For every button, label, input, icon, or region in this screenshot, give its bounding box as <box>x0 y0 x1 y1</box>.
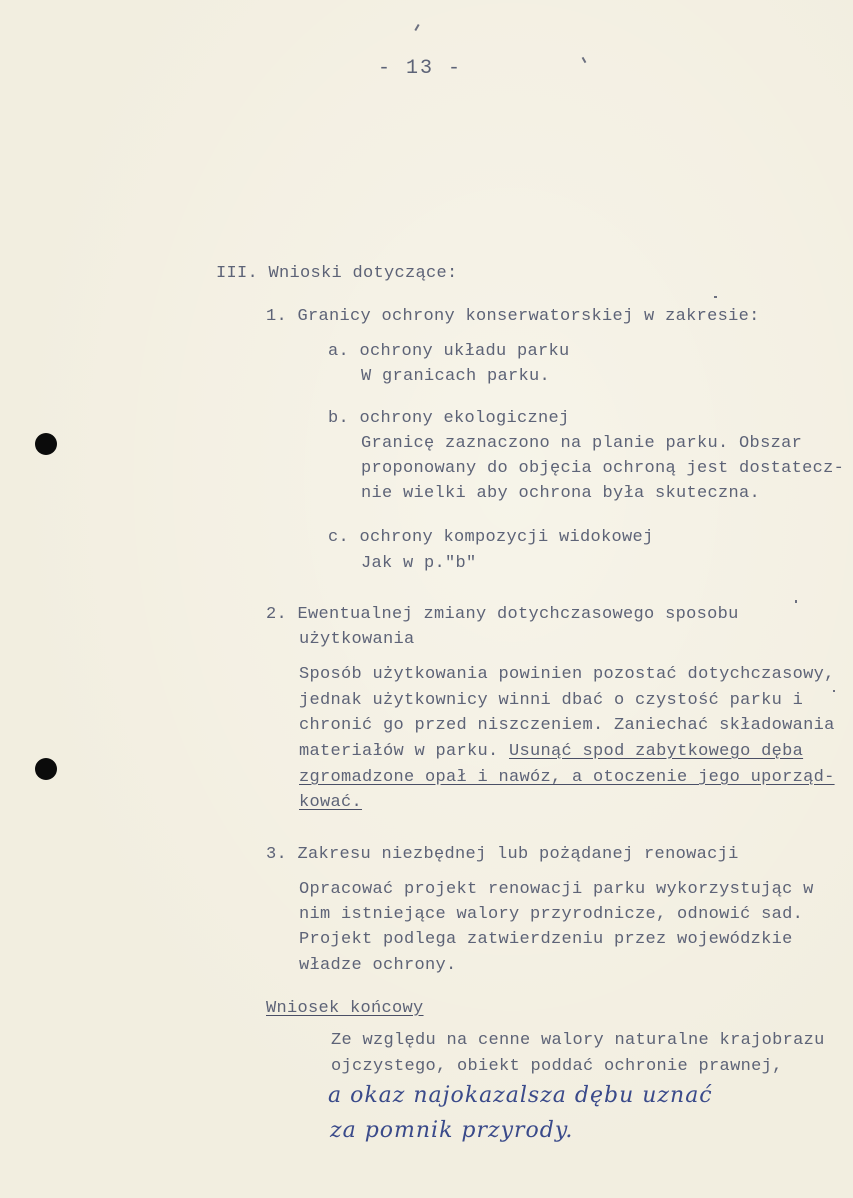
item-2-line-plain: materiałów w parku. <box>299 742 510 761</box>
item-2-title-line: użytkowania <box>299 630 415 649</box>
item-3-line: władze ochrony. <box>299 956 457 975</box>
page-number: - 13 - <box>378 57 463 80</box>
ink-speck <box>582 57 587 63</box>
item-2-underlined-line: kować. <box>299 793 363 812</box>
item-2-underlined-text: Usunąć spod zabytkowego dęba <box>509 742 804 761</box>
punch-hole-bottom <box>35 758 57 780</box>
item-3-title: 3. Zakresu niezbędnej lub pożądanej renowacji <box>266 845 739 864</box>
item-2-line: chronić go przed niszczeniem. Zaniechać składowania <box>299 716 835 735</box>
item-2-title-line: 2. Ewentualnej zmiany dotychczasowego sposobu <box>266 605 739 624</box>
ink-speck <box>714 296 717 298</box>
item-3-line: Projekt podlega zatwierdzeniu przez wojewódzkie <box>299 930 793 949</box>
item-1b-line: nie wielki aby ochrona była skuteczna. <box>361 484 761 503</box>
item-1a-label: a. ochrony układu parku <box>328 342 570 361</box>
ink-speck <box>833 690 835 692</box>
punch-hole-top <box>35 433 57 455</box>
item-1b-label: b. ochrony ekologicznej <box>328 409 570 428</box>
handwritten-addition-line: a okaz najokazalsza dębu uznać <box>328 1083 713 1108</box>
item-2-line: jednak użytkownicy winni dbać o czystość parku i <box>299 691 804 710</box>
item-1c-text: Jak w p."b" <box>361 554 477 573</box>
item-3-line: Opracować projekt renowacji parku wykorzystując w <box>299 880 814 899</box>
item-2-underlined-line: zgromadzone opał i nawóz, a otoczenie jego uporząd- <box>299 768 835 787</box>
item-2-line <box>299 743 803 760</box>
item-1c-label: c. ochrony kompozycji widokowej <box>328 528 654 547</box>
conclusion-line: ojczystego, obiekt poddać ochronie prawnej, <box>331 1057 783 1076</box>
ink-speck <box>795 600 797 603</box>
handwritten-addition-line: za pomnik przyrody. <box>330 1118 574 1143</box>
section-heading: III. Wnioski dotyczące: <box>216 264 458 283</box>
item-2-line: Sposób użytkowania powinien pozostać dotychczasowy, <box>299 665 835 684</box>
item-1-title: 1. Granicy ochrony konserwatorskiej w zakresie: <box>266 307 760 326</box>
ink-speck <box>414 24 419 31</box>
item-3-line: nim istniejące walory przyrodnicze, odnowić sad. <box>299 905 804 924</box>
conclusion-line: Ze względu na cenne walory naturalne krajobrazu <box>331 1031 825 1050</box>
item-1b-line: proponowany do objęcia ochroną jest dostatecz- <box>361 459 845 478</box>
conclusion-heading: Wniosek końcowy <box>266 999 424 1018</box>
item-1a-text: W granicach parku. <box>361 367 551 386</box>
item-1b-line: Granicę zaznaczono na planie parku. Obszar <box>361 434 803 453</box>
